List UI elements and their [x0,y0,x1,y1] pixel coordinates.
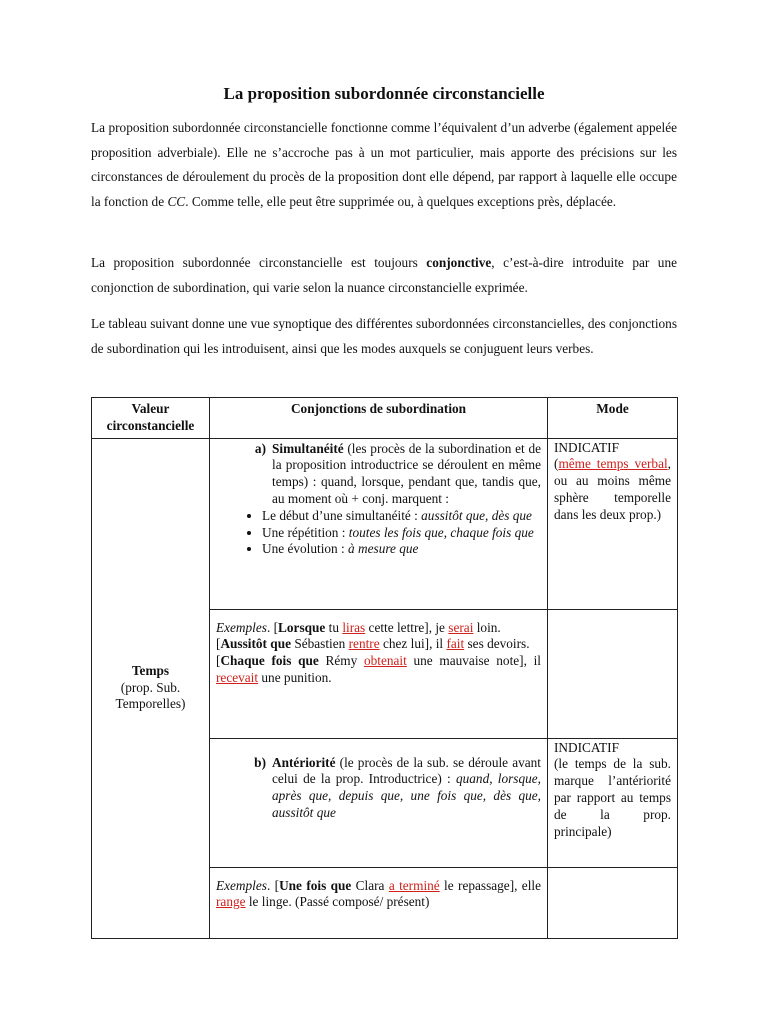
mode1-head: INDICATIF [554,439,620,455]
header-conjonctions: Conjonctions de subordination [210,398,548,439]
examples2-cell: Exemples. [Une fois que Clara a terminé le repassage], elle range le linge. (Passé composé/ présent) [210,867,548,938]
table-intro-paragraph: Le tableau suivant donne une vue synoptique des différentes subordonnées circonstancielles, des conjonctions de subordination qui les introduisent, ainsi que les modes auxquels se conjuguent leurs verbes. [91,316,677,356]
mark-lead: Une répétition : [262,524,349,540]
valeur-detail: (prop. Sub. Temporelles) [115,679,186,712]
mark-conj: toutes les fois que, chaque fois que [348,524,534,540]
table-row [92,438,678,609]
ex-verb: a terminé [388,877,440,893]
intro-text-a: La proposition subordonnée circonstancielle fonctionne comme l’équivalent d’un adverbe (également appelée proposition adverbiale). Elle ne s’accroche pas à un mot particulier, mais apporte des précisions sur les circonstances de déroulement du procès de la proposition dont elle dépend, par rapport à laquelle elle occupe la fonction de [91,120,677,209]
mode2-rest: (le temps de la sub. marque l’antériorité par rapport au temps de la prop. principale) [554,756,671,839]
mode-cell-2 [548,738,678,867]
anteriorite-text: (le procès de la sub. se déroule avant celui de la prop. Introductrice) : [272,754,541,787]
intro-paragraph [91,116,677,214]
ex-verb: rentre [348,636,380,652]
ex-text: Sébastien [291,636,349,652]
ex-text: Clara [351,877,389,893]
examples1-cell [210,609,548,738]
synoptic-table [91,397,678,939]
simultaneite-label: Simultanéité [272,440,344,456]
mark-lead: Le début d’une simultanéité : [262,507,422,523]
ex-conj: Une fois que [279,877,352,893]
conj-text-b: , c’est-à-dire introduite par une conjonction de subordination, qui varie selon la nuance circonstancielle exprimée. [91,255,678,295]
examples-label: Exemples [216,877,267,893]
mark-conj: aussitôt que, dès que [421,507,532,523]
page-title: La proposition subordonnée circonstancielle [223,84,545,103]
conjonctive-paragraph [91,251,677,300]
list-item [262,541,541,558]
anteriorite-label: Antériorité [272,754,336,770]
mode1-red: même temps verbal [558,456,668,472]
mark-conj: à mesure que [348,541,419,557]
ex-text: ses devoirs. [464,636,530,652]
ex-conj: Lorsque [278,619,326,635]
example-2: [Aussitôt que Sébastien rentre chez lui], il fait ses devoirs. [216,636,530,652]
ex-conj: Chaque fois que [220,653,319,669]
ex-conj: Aussitôt que [220,636,291,652]
ex-text: une punition. [258,669,332,685]
anteriorite-cell [210,738,548,867]
empty-mode-cell [548,609,678,738]
ex-text: le repassage], elle [439,877,541,893]
simultaneite-marks [216,508,541,558]
simultaneite-letter: a) [254,440,266,456]
example-1: Exemples. [Lorsque tu liras cette lettre], je serai loin. [216,619,501,635]
ex-verb: fait [446,636,465,652]
ex-verb: liras [342,619,366,635]
ex-verb: range [216,894,246,910]
anteriorite-letter: b) [254,754,266,770]
ex-verb: recevait [216,669,259,685]
table-header-row [92,398,678,439]
valeur-cell [92,438,210,938]
ex-text: cette lettre], je [365,619,449,635]
simultaneite-cell [210,438,548,609]
ex-text: une mauvaise note], il [406,653,542,669]
header-valeur: Valeur circonstancielle [92,398,210,439]
mark-lead: Une évolution : [262,541,349,557]
example-3: [Chaque fois que Rémy obtenait une mauvaise note], il recevait une punition. [216,653,542,685]
mode2-head: INDICATIF [554,739,620,755]
mode1-rest: , ou au moins même sphère temporelle dans les deux prop.) [554,456,671,522]
list-item [262,525,541,542]
anteriorite-conj: quand, lorsque, après que, depuis que, une fois que, dès que, aussitôt que [272,771,541,820]
ex-text: chez lui], il [379,636,447,652]
header-mode: Mode [548,398,678,439]
conj-bold: conjonctive [426,255,492,270]
mode1-open: ( [554,456,559,472]
ex-text: le linge. (Passé composé/ présent) [245,894,430,910]
ex-text: loin. [473,619,501,635]
valeur-name: Temps [131,662,170,678]
ex-verb: serai [448,619,474,635]
examples-label: Exemples [216,619,267,635]
ex-text: Rémy [318,653,364,669]
cc-abbrev: CC [167,193,186,209]
ex-text: tu [325,619,343,635]
empty-mode-cell [548,867,678,938]
list-item [262,508,541,525]
intro-text-b: . Comme telle, elle peut être supprimée ou, à quelques exceptions près, déplacée. [185,193,617,209]
ex-verb: obtenait [363,653,407,669]
simultaneite-text: (les procès de la subordination et de la proposition introductrice se déroulent en même temps) : quand, lorsque, pendant que, tandis que, au moment où + conj. marquent : [272,440,541,506]
mode-cell-1 [548,438,678,609]
conj-text-a: La proposition subordonnée circonstancielle est toujours [91,255,427,270]
